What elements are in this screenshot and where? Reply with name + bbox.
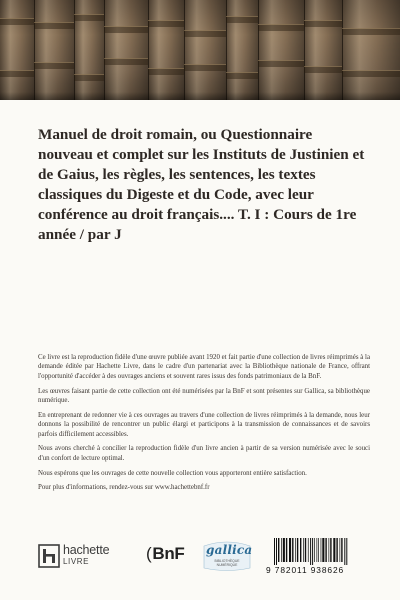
barcode-bar [295,538,296,562]
description-paragraph: Ce livre est la reproduction fidèle d'une œuvre publiée avant 1920 et fait partie d'une collection de livres réimprimés à la demande éditée par Hachette Livre, dans le cadre d'un partenariat avec la Bibliothèque nationale de France, offrant l'opportunité d'accéder à des ouvrages anciens et souvent rares issus des fonds patrimoniaux de la BnF. [38,354,370,380]
barcode-bar [300,538,301,562]
barcode-bar [329,538,330,562]
barcode-bar [318,538,319,562]
barcode-bar [330,538,331,562]
barcode-bar [305,538,306,562]
barcode-bar [346,538,347,566]
hachette-sub: LIVRE [63,557,90,566]
barcode-bar [310,538,311,566]
barcode-bar [286,538,287,562]
barcode-bar [336,538,337,562]
barcode-bar [297,538,298,562]
description-paragraph: Nous avons cherché à concilier la reproduction fidèle d'un livre ancien à partir de sa version numérisée avec le souci d'un confort de lecture optimal. [38,445,370,462]
bnf-paren: ( [146,544,152,563]
barcode-bar [312,538,313,566]
barcode-bar [321,538,322,562]
book-title: Manuel de droit romain, ou Questionnaire nouveau et complet sur les Instituts de Justinien et de Gaius, les règles, les sentences, les textes classiques du Digeste et du Code, avec leur conférence au droit français.... T. I : Cours de 1re année / par J [38,126,365,243]
barcode-bar [317,538,318,562]
description-text [38,353,370,498]
barcode-bar [322,538,324,562]
hachette-logo [38,544,128,570]
barcode-bar [274,538,275,566]
barcode-bar [341,538,342,562]
barcode-bar [314,538,315,562]
gallica-logo [202,540,252,572]
barcode-bar [292,538,293,562]
gallica-sub: BIBLIOTHÈQUE NUMÉRIQUE [214,559,240,567]
bnf-logo [146,544,185,564]
barcode-bar [278,538,279,562]
barcode-bar [344,538,345,566]
hachette-name: hachette [63,543,110,557]
bnf-name: BnF [152,544,185,563]
description-paragraph: En entreprenant de redonner vie à ces ouvrages au travers d'une collection de livres réimprimés à la demande, nous leur donnons la possibilité de rencontrer un public élargi et participons à la transmission de connaissances et de savoirs parfois difficilement accessibles. [38,411,370,438]
barcode-number: 9 782011 938626 [266,565,376,575]
isbn-barcode [266,538,376,574]
barcode-bars [266,538,376,566]
barcode-bar [340,538,341,562]
website-info: Pour plus d'informations, rendez-vous sur www.hachettebnf.fr [38,484,210,492]
barcode-bar [308,538,309,562]
description-paragraph: Nous espérons que les ouvrages de cette nouvelle collection vous apporteront entière satisfaction. [38,469,307,477]
barcode-bar [289,538,291,562]
description-paragraph: Les œuvres faisant partie de cette collection ont été numérisées par la BnF et sont présentes sur Gallica, sa bibliothèque numérique. [38,387,370,405]
gallica-name: gallica [206,543,253,557]
barcode-bar [283,538,285,562]
barcode-bar [281,538,282,562]
barcode-bar [325,538,326,562]
barcode-bar [303,538,304,562]
barcode-bar [276,538,277,566]
publisher-footer [38,538,376,574]
bookshelf-photo [0,0,400,100]
hachette-h-icon [38,544,60,568]
barcode-bar [333,538,335,562]
